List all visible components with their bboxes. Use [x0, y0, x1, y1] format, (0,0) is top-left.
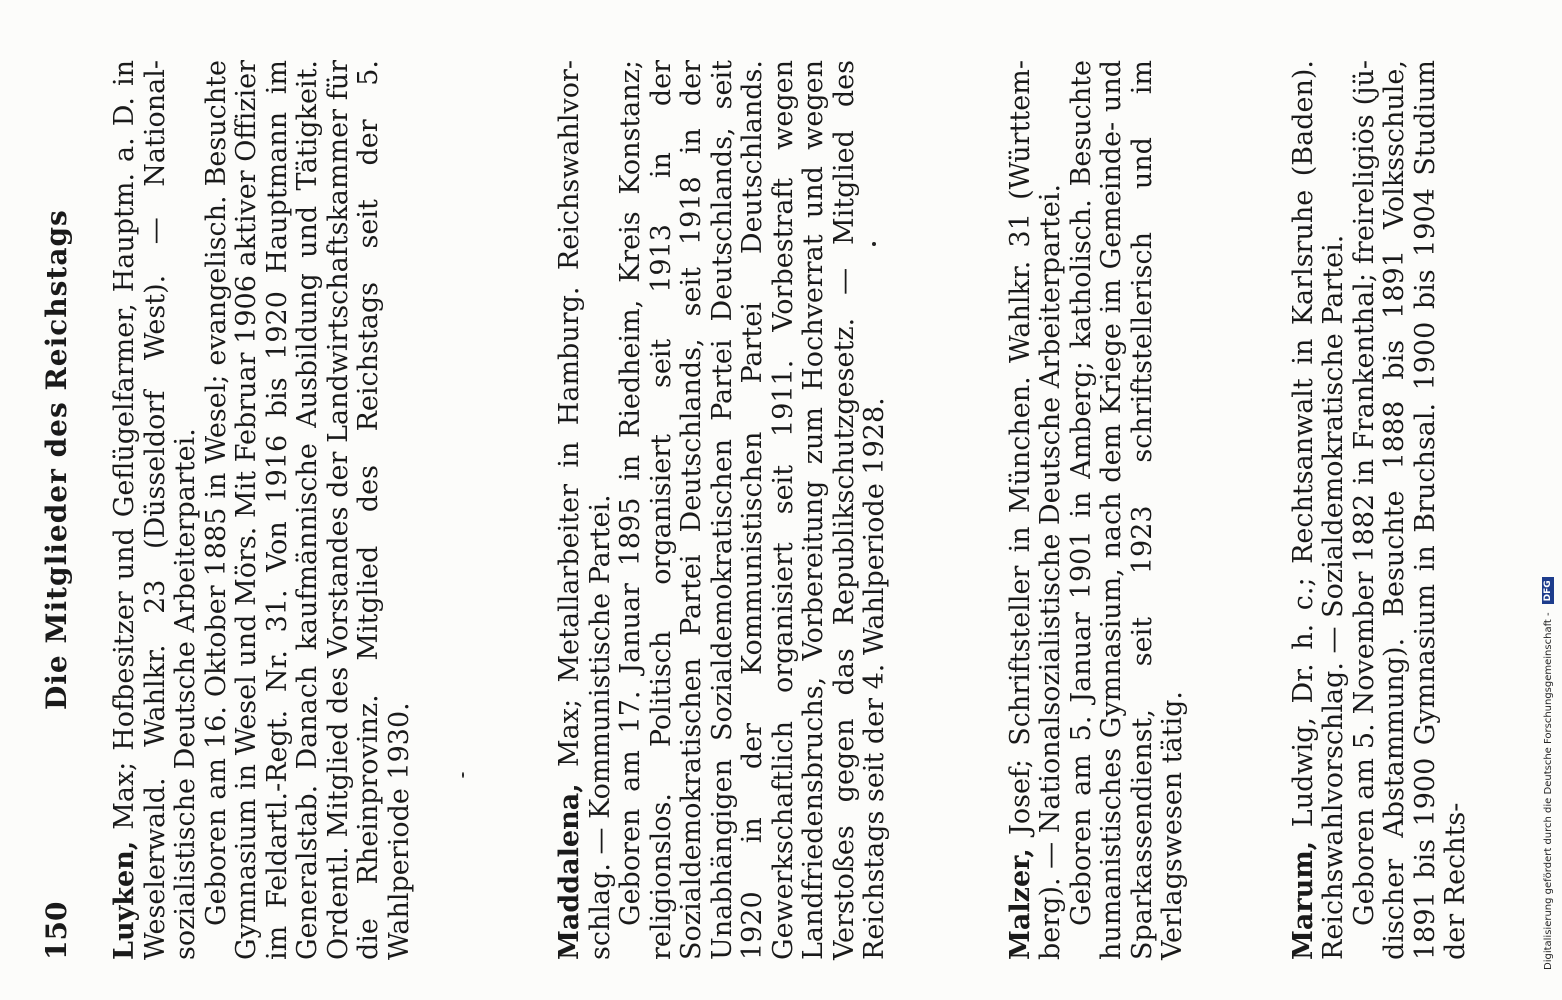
dfg-logo: DFG [1542, 577, 1554, 604]
member-entry [110, 60, 415, 960]
member-entry [1289, 60, 1472, 960]
running-title: Die Mitglieder des Reichstags [40, 209, 73, 710]
entry-intro [110, 60, 202, 960]
page-header [40, 60, 90, 960]
entry-body: Geboren am 5. November 1882 in Frankenthal; freireligiös (jüdischer Abstammung). Besuchte 1888 bis 1891 Volksschule, 1891 bis 1900 Gymnasium in Bruchsal. 1900 bis 1904 Studium der Rechts- [1348, 60, 1471, 960]
member-name: Luyken, [109, 840, 140, 960]
credit-text: Digitalisierung gefördert durch die Deutsche Forschungsgemeinschaft - [1542, 612, 1554, 970]
entry-intro [555, 60, 616, 960]
member-entry [555, 60, 891, 960]
entry-intro-text: Josef; Schriftsteller in München. Wahlkr. 31 (Württemberg). — Nationalsozialistische Deutsche Arbeiterpartei. [1004, 60, 1066, 960]
entry-body: Geboren am 16. Oktober 1885 in Wesel; evangelisch. Besuchte Gymnasium in Wesel und Mörs. Mit Februar 1906 aktiver Offizier im Feldartl.-Regt. Nr. 31. Von 1916 bis 1920 Hauptmann im Generalstab. Danach kaufmännische Ausbildung und Tätigkeit. Ordentl. Mitglied des Vorstandes der Landwirtschaftskammer für die Rheinprovinz. Mitglied des Reichstags seit der 5. Wahlperiode 1930. [200, 60, 415, 960]
member-entry [1006, 60, 1189, 960]
ink-speck [872, 242, 876, 246]
page-number: 150 [40, 901, 73, 960]
member-name: Marum, [1287, 840, 1319, 960]
entry-intro-text: Max; Hofbesitzer und Geflügelfarmer, Hauptm. a. D. in Weselerwald. Wahlkr. 23 (Düsseldorf West). — Nationalsozialistische Deutsche Arbeiterpartei. [109, 60, 201, 960]
member-name: Maddalena, [554, 783, 585, 960]
entry-intro [1006, 60, 1067, 960]
entry-intro [1289, 60, 1350, 960]
rotated-text-block [40, 60, 1510, 960]
entry-body: Geboren am 5. Januar 1901 in Amberg; katholisch. Besuchte humanistisches Gymnasium, nach dem Kriege im Gemeinde- und Sparkassendienst, seit 1923 schriftstellerisch und im Verlagswesen tätig. [1065, 60, 1188, 960]
member-name: Malzer, [1004, 848, 1036, 960]
digitization-credit [1538, 10, 1558, 980]
ink-speck [462, 772, 464, 778]
entry-intro-text: Ludwig, Dr. h. c.; Rechtsanwalt in Karlsruhe (Baden). Reichswahlvorschlag. — Sozialdemokratische Partei. [1287, 60, 1349, 960]
entry-body: Geboren am 17. Januar 1895 in Riedheim, Kreis Konstanz; religionslos. Politisch organisiert seit 1913 in der Sozialdemokratischen Partei Deutschlands, seit 1918 in der Unabhängigen Sozialdemokratischen Partei Deutschlands, seit 1920 in der Kommunistischen Partei Deutschlands. Gewerkschaftlich organisiert seit 1911. Vorbestraft wegen Landfriedensbruchs, Vorbereitung zum Hochverrat und wegen Verstoßes gegen das Republikschutzgesetz. — Mitglied des Reichstags seit der 4. Wahlperiode 1928. [615, 60, 890, 960]
entry-intro-text: Max; Metallarbeiter in Hamburg. Reichswahlvorschlag. — Kommunistische Partei. [554, 60, 616, 960]
